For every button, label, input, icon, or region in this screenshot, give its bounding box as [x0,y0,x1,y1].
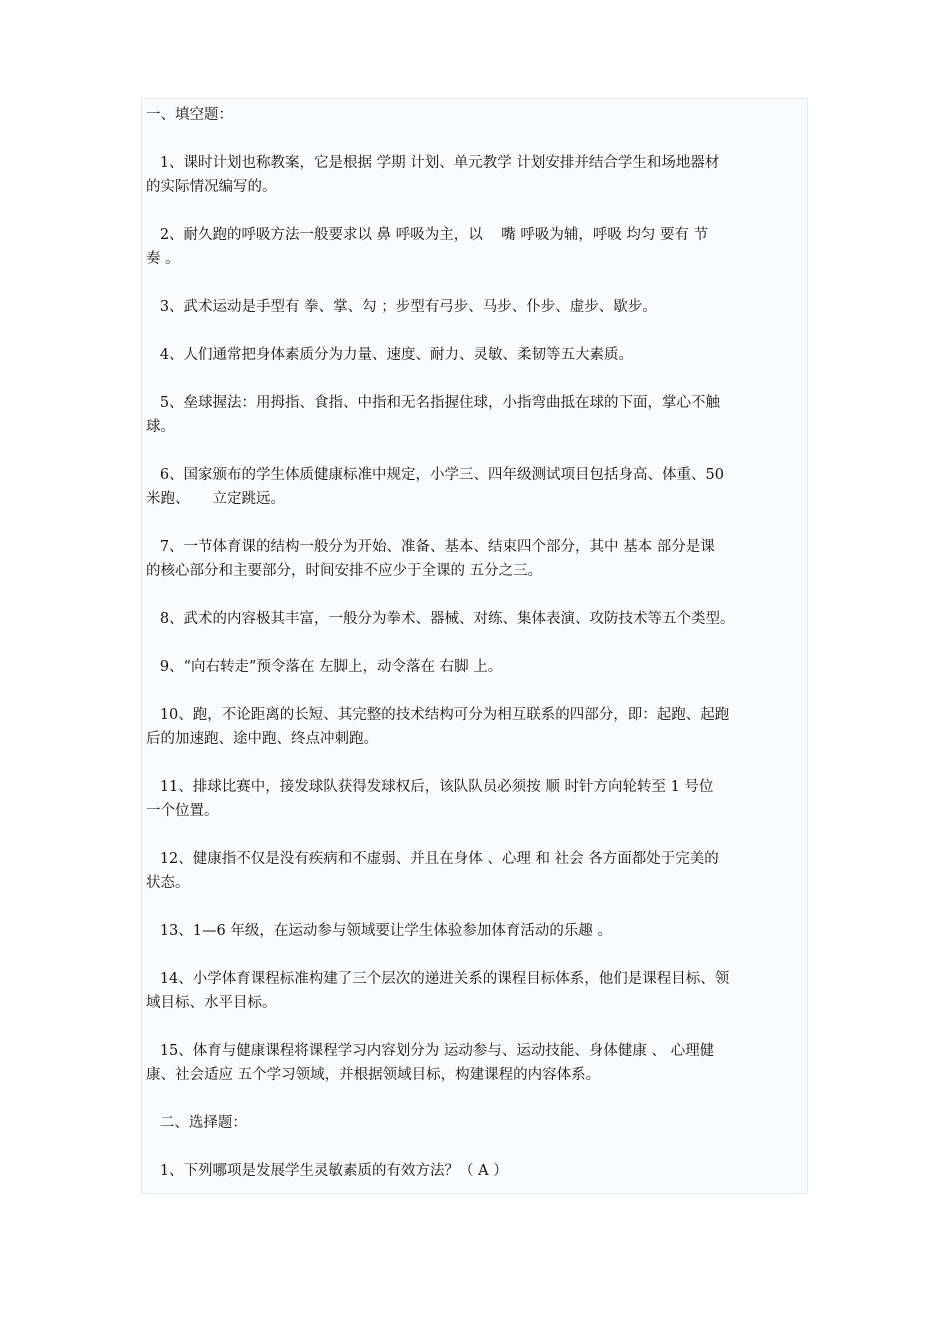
question-5-line-2: 球。 [146,419,175,435]
question-2-line-1: 2、耐久跑的呼吸方法一般要求以 鼻 呼吸为主，以 嘴 呼吸为辅，呼吸 均匀 要有 节 [146,227,709,243]
question-5-line-1: 5、垒球握法：用拇指、食指、中指和无名指握住球，小指弯曲抵在球的下面，掌心不触 [146,395,721,411]
section-heading-fill-blank: 一、填空题： [146,107,233,123]
question-2-line-2: 奏 。 [146,251,180,267]
question-11-line-2: 一个位置。 [146,803,219,819]
question-1-line-2: 的实际情况编写的。 [146,179,277,195]
question-14-line-1: 14、小学体育课程标准构建了三个层次的递进关系的课程目标体系，他们是课程目标、领 [146,971,730,987]
question-7-line-2: 的核心部分和主要部分，时间安排不应少于全课的 五分之三。 [146,563,543,579]
question-11-line-1: 11、排球比赛中，接发球队获得发球权后，该队队员必须按 顺 时针方向轮转至 1 号位 [146,779,714,795]
choice-question-1: 1、下列哪项是发展学生灵敏素质的有效方法？（ A ） [146,1163,508,1179]
question-15-line-2: 康、社会适应 五个学习领域，并根据领域目标，构建课程的内容体系。 [146,1067,601,1083]
question-10-line-1: 10、跑，不论距离的长短、其完整的技术结构可分为相互联系的四部分，即：起跑、起跑 [146,707,730,723]
document-content-box [141,98,808,1194]
question-12-line-1: 12、健康指不仅是没有疾病和不虚弱、并且在身体 、心理 和 社会 各方面都处于完美的 [146,851,719,867]
question-14-line-2: 域目标、水平目标。 [146,995,277,1011]
question-10-line-2: 后的加速跑、途中跑、终点冲刺跑。 [146,731,378,747]
question-15-line-1: 15、体育与健康课程将课程学习内容划分为 运动参与、运动技能、身体健康 、 心理健 [146,1043,715,1059]
question-13: 13、1—6 年级，在运动参与领域要让学生体验参加体育活动的乐趣 。 [146,923,612,939]
question-7-line-1: 7、一节体育课的结构一般分为开始、准备、基本、结束四个部分，其中 基本 部分是课 [146,539,715,555]
question-4: 4、人们通常把身体素质分为力量、速度、耐力、灵敏、柔韧等五大素质。 [146,347,634,363]
question-12-line-2: 状态。 [146,875,190,891]
question-1-line-1: 1、课时计划也称教案，它是根据 学期 计划、单元教学 计划安排并结合学生和场地器材 [146,155,720,171]
question-6-line-1: 6、国家颁布的学生体质健康标准中规定，小学三、四年级测试项目包括身高、体重、50 [146,467,724,483]
question-8: 8、武术的内容极其丰富，一般分为拳术、器械、对练、集体表演、攻防技术等五个类型。 [146,611,735,627]
question-6-line-2: 米跑、 立定跳远。 [146,491,286,507]
question-3: 3、武术运动是手型有 拳、掌、勾 ；步型有弓步、马步、仆步、虚步、歇步。 [146,299,657,315]
question-9: 9、“向右转走”预令落在 左脚上，动令落在 右脚 上。 [146,659,503,675]
section-heading-multiple-choice: 二、选择题： [146,1115,247,1131]
